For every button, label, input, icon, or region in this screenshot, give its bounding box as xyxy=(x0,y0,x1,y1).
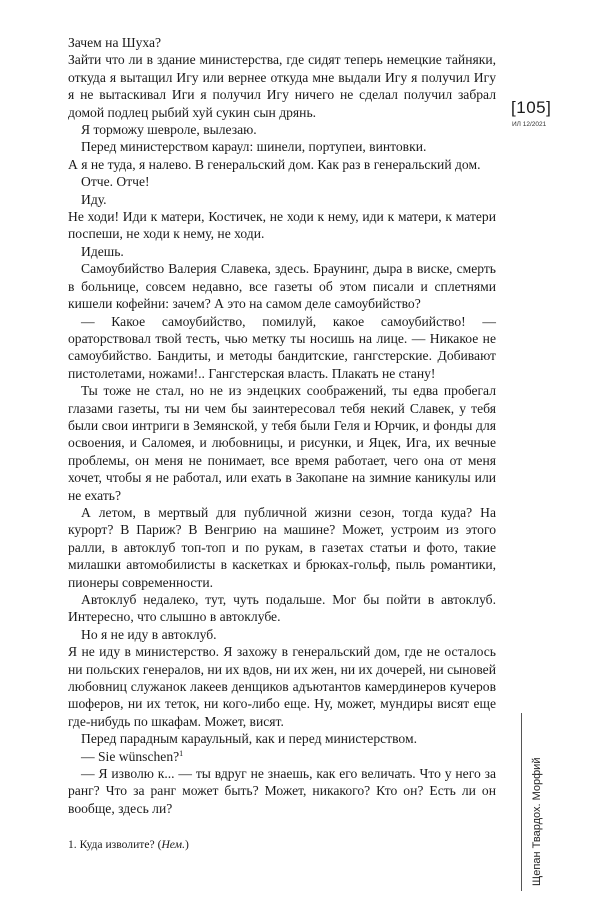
footnote-text: Куда изволите? xyxy=(79,838,155,851)
page-number: [105] xyxy=(511,98,552,117)
paragraph: — Я изволю к... — ты вдруг не знаешь, как его величать. Что у него за ранг? Что за ранг может быть? Может, никакого? Кто он? Есть ли он вообще, здесь ли? xyxy=(68,766,496,816)
paragraph: Иду. xyxy=(81,191,107,207)
paragraph-with-footnote xyxy=(68,748,496,765)
footnote xyxy=(68,838,496,852)
paragraph: Перед министерством караул: шинели, портупеи, винтовки. xyxy=(81,139,427,155)
footnote-source: Нем. xyxy=(161,838,185,851)
paragraph-text: — Sie wünschen? xyxy=(81,748,180,764)
paragraph: Ты тоже не стал, но не из эндецких соображений, ты едва пробегал глазами газеты, ты ни чем бы заинтересовал тебя некий Славек, у тебя были свои интриги в Земянской, у тебя были Геля и Юрчик, и фонды для освоения, и Саломея, и любовницы, и рисунки, и Яцек, Ига, их вечные проблемы, он меня не понимает, все время работает, чего она от меня хочет, чтобы я не работал, или ехать в Закопане на зимние каникулы или не ехать? xyxy=(68,383,496,503)
paragraph: Перед парадным караульный, как и перед министерством. xyxy=(81,731,417,747)
paragraph: А летом, в мертвый для публичной жизни сезон, тогда куда? На курорт? В Париж? В Венгрию на машине? Может, устроим из этого ралли, в автоклуб топ-топ и по рукам, в газетах статьи и фото, такие милашки автомобилисты в каскетках и брюках-гольф, пыль романтики, пионеры современности. xyxy=(68,504,496,590)
paragraph: Автоклуб недалеко, тут, чуть подальше. Мог бы пойти в автоклуб. Интересно, что слышно в автоклубе. xyxy=(68,592,496,625)
paragraph: А я не туда, я налево. В генеральский дом. Как раз в генеральский дом. xyxy=(68,156,481,172)
paragraph: Зачем на Шуха? xyxy=(68,35,162,50)
footnote-source-close: ) xyxy=(184,838,189,851)
paragraph: Идешь. xyxy=(81,243,124,259)
paragraph: Я не иду в министерство. Я захожу в генеральский дом, где не осталось ни польских генералов, ни их вдов, ни их жен, ни их дочерей, ни сыновей любовниц служанок лакеев денщиков адъютантов камердинеров кучеров шоферов, ни их теток, ни кого-либо еще. Ну, может, мундиры висят еще где-нибудь по шкафам. Может, висят. xyxy=(68,644,496,729)
issue-label: ИЛ 12/2021 xyxy=(512,121,547,128)
footnote-marker[interactable]: 1 xyxy=(179,748,184,758)
running-head-rule xyxy=(521,713,522,891)
footnote-number: 1. xyxy=(68,838,77,851)
running-head: Щепан Твардох. Морфий xyxy=(531,757,543,886)
paragraph: Я торможу шевроле, вылезаю. xyxy=(81,122,257,138)
paragraph: Отче. Отче! xyxy=(81,174,150,190)
paragraph: Зайти что ли в здание министерства, где сидят теперь немецкие тайняки, откуда я вытащил Игу или вернее откуда мне выдали Игу я получил Игу я не вытаскивал Иги я получил Игу ничего не сделал получил забрал домой подлец рыбий хуй сукин сын дрянь. xyxy=(68,52,496,120)
main-text xyxy=(68,34,496,817)
page-number-value: 105 xyxy=(516,98,547,117)
paragraph: Самоубийство Валерия Славека, здесь. Браунинг, дыра в виске, смерть в больнице, совсем недавно, все газеты об этом писали и сплетнями кишели кофейни: зачем? А это на самом деле самоубийство? xyxy=(68,261,496,312)
paragraph: Не ходи! Иди к матери, Костичек, не ходи к нему, иди к матери, к матери поспеши, не ходи к нему, не ходи. xyxy=(68,209,496,242)
paragraph: — Какое самоубийство, помилуй, какое самоубийство! — ораторствовал твой тесть, чью метку ты носишь на лице. — Никакое не самоубийство. Бандиты, и методы бандитские, гангстерские. Добивают пистолетами, ножами!.. Гангстерская власть. Плакать не стану! xyxy=(68,313,496,381)
paragraph: Но я не иду в автоклуб. xyxy=(81,626,217,642)
footnote-source-open: ( xyxy=(157,838,162,851)
